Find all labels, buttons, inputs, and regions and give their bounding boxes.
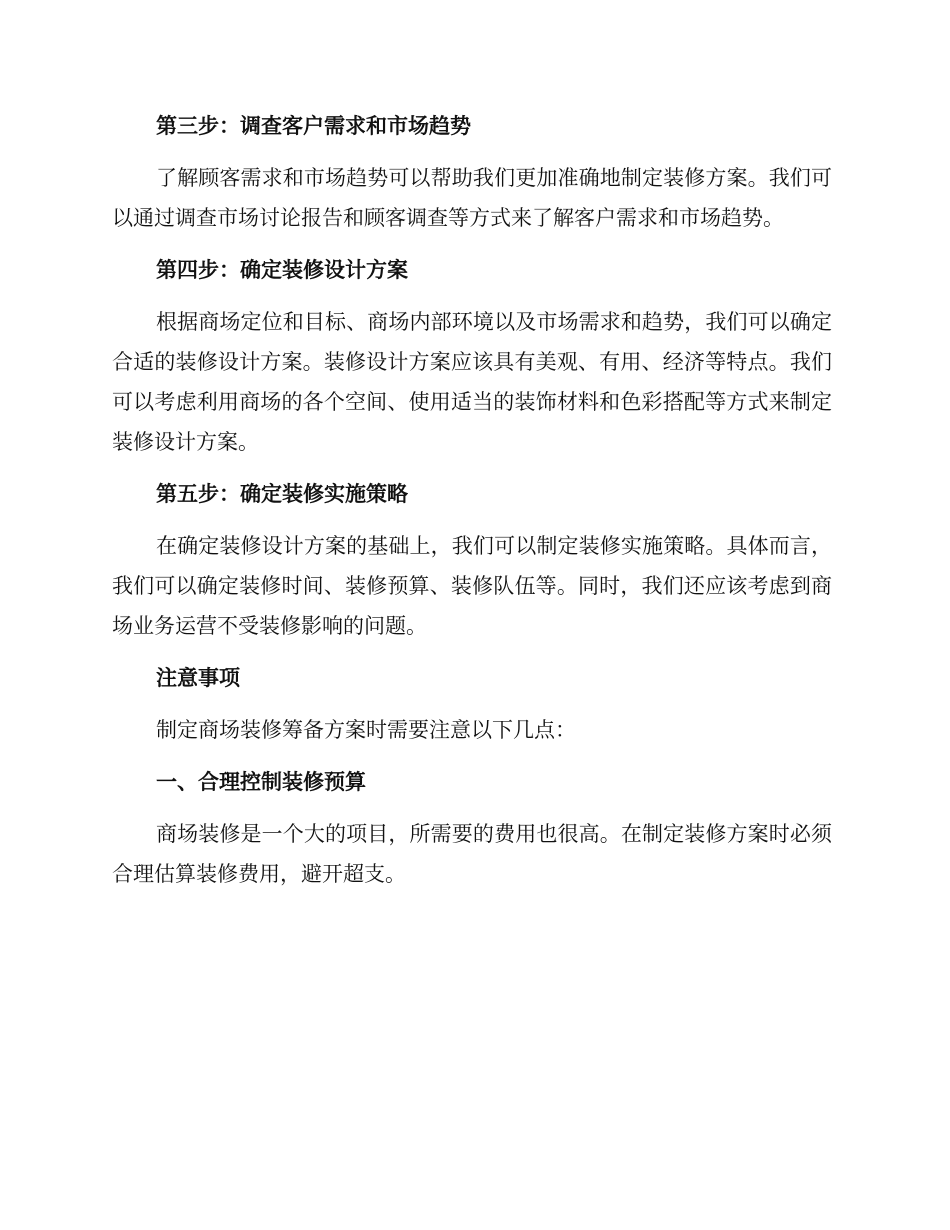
notes-heading: 注意事项 xyxy=(156,666,240,690)
step4-heading: 第四步：确定装修设计方案 xyxy=(156,258,408,282)
step3-paragraph: 了解顾客需求和市场趋势可以帮助我们更加准确地制定装修方案。我们可以通过调查市场讨论报告和顾客调查等方式来了解客户需求和市场趋势。 xyxy=(112,166,832,230)
step5-heading: 第五步：确定装修实施策略 xyxy=(156,482,408,506)
point1-heading: 一、合理控制装修预算 xyxy=(156,770,366,794)
step3-heading: 第三步：调查客户需求和市场趋势 xyxy=(156,114,471,138)
step4-paragraph: 根据商场定位和目标、商场内部环境以及市场需求和趋势，我们可以确定合适的装修设计方案。装修设计方案应该具有美观、有用、经济等特点。我们可以考虑利用商场的各个空间、使用适当的装饰材料和色彩搭配等方式来制定装修设计方案。 xyxy=(112,310,832,454)
step5-paragraph: 在确定装修设计方案的基础上，我们可以制定装修实施策略。具体而言，我们可以确定装修时间、装修预算、装修队伍等。同时，我们还应该考虑到商场业务运营不受装修影响的问题。 xyxy=(112,534,832,638)
point1-paragraph: 商场装修是一个大的项目，所需要的费用也很高。在制定装修方案时必须合理估算装修费用，避开超支。 xyxy=(112,822,832,886)
notes-intro-paragraph: 制定商场装修筹备方案时需要注意以下几点： xyxy=(156,718,576,742)
document-body xyxy=(112,106,832,906)
